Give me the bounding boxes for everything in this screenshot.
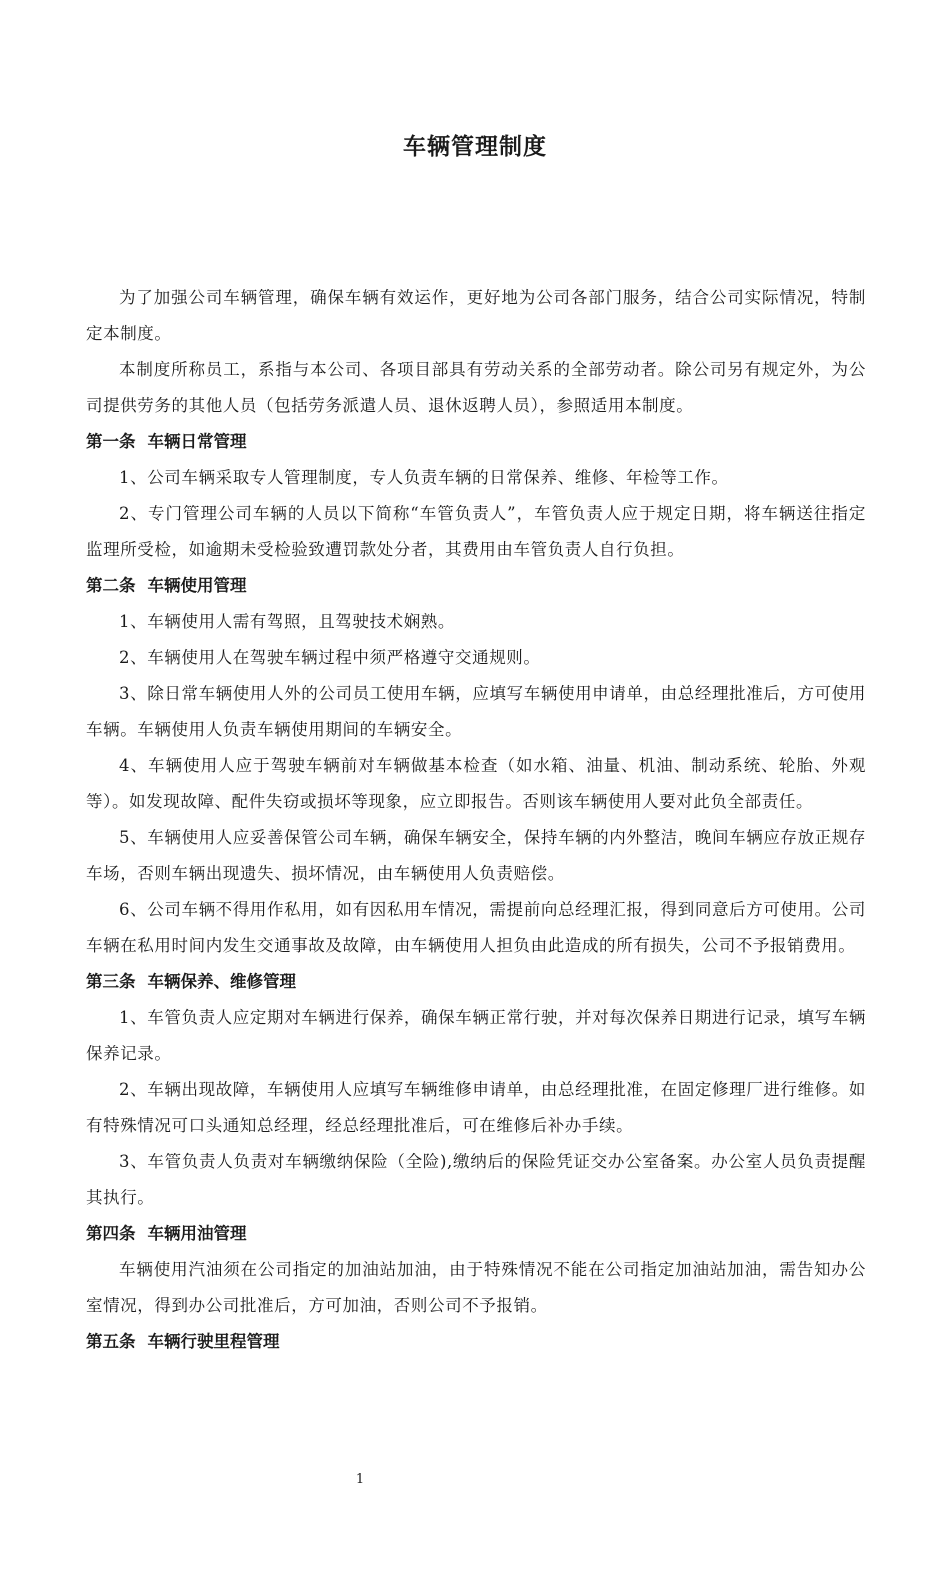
section-heading: [86, 424, 866, 460]
section-heading: [86, 568, 866, 604]
page-number: 1: [355, 1472, 365, 1487]
article-number: 第五条: [86, 1332, 136, 1351]
clause-paragraph: 5、车辆使用人应妥善保管公司车辆，确保车辆安全，保持车辆的内外整洁，晚间车辆应存放正规存车场，否则车辆出现遗失、损坏情况，由车辆使用人负责赔偿。: [86, 828, 866, 883]
article-title: 车辆使用管理: [147, 576, 247, 595]
article-number: 第一条: [86, 432, 136, 451]
clause-paragraph: 1、车辆使用人需有驾照，且驾驶技术娴熟。: [119, 612, 455, 631]
article-number: 第三条: [86, 972, 136, 991]
article-title: 车辆日常管理: [147, 432, 247, 451]
section-heading: [86, 964, 866, 1000]
clause-paragraph: 车辆使用汽油须在公司指定的加油站加油，由于特殊情况不能在公司指定加油站加油，需告知办公室情况，得到办公司批准后，方可加油，否则公司不予报销。: [86, 1260, 866, 1315]
section-1: [86, 424, 866, 568]
section-heading: [86, 1216, 866, 1252]
clause-paragraph: 4、车辆使用人应于驾驶车辆前对车辆做基本检查（如水箱、油量、机油、制动系统、轮胎、外观等）。如发现故障、配件失窃或损坏等现象，应立即报告。否则该车辆使用人要对此负全部责任。: [86, 756, 866, 811]
section-heading: [86, 1324, 866, 1360]
article-title: 车辆保养、维修管理: [147, 972, 296, 991]
article-number: 第二条: [86, 576, 136, 595]
section-5: [86, 1324, 866, 1360]
article-title: 车辆行驶里程管理: [147, 1332, 280, 1351]
clause-paragraph: 2、车辆出现故障，车辆使用人应填写车辆维修申请单，由总经理批准，在固定修理厂进行维修。如有特殊情况可口头通知总经理，经总经理批准后，可在维修后补办手续。: [86, 1080, 866, 1135]
clause-paragraph: 6、公司车辆不得用作私用，如有因私用车情况，需提前向总经理汇报，得到同意后方可使用。公司车辆在私用时间内发生交通事故及故障，由车辆使用人担负由此造成的所有损失，公司不予报销费用。: [86, 900, 866, 955]
clause-paragraph: 3、除日常车辆使用人外的公司员工使用车辆，应填写车辆使用申请单，由总经理批准后，方可使用车辆。车辆使用人负责车辆使用期间的车辆安全。: [86, 684, 866, 739]
clause-paragraph: 2、车辆使用人在驾驶车辆过程中须严格遵守交通规则。: [119, 648, 541, 667]
clause-paragraph: 2、专门管理公司车辆的人员以下简称“车管负责人”，车管负责人应于规定日期，将车辆送往指定监理所受检，如逾期未受检验致遭罚款处分者，其费用由车管负责人自行负担。: [86, 504, 866, 559]
clause-paragraph: 1、公司车辆采取专人管理制度，专人负责车辆的日常保养、维修、年检等工作。: [119, 468, 729, 487]
intro-paragraph: 为了加强公司车辆管理，确保车辆有效运作，更好地为公司各部门服务，结合公司实际情况，特制定本制度。: [86, 288, 866, 343]
article-title: 车辆用油管理: [147, 1224, 247, 1243]
intro-paragraph: 本制度所称员工，系指与本公司、各项目部具有劳动关系的全部劳动者。除公司另有规定外，为公司提供劳务的其他人员（包括劳务派遣人员、退休返聘人员），参照适用本制度。: [86, 360, 866, 415]
clause-paragraph: 1、车管负责人应定期对车辆进行保养，确保车辆正常行驶，并对每次保养日期进行记录，填写车辆保养记录。: [86, 1008, 866, 1063]
document-body: [86, 280, 866, 1360]
clause-paragraph: 3、车管负责人负责对车辆缴纳保险（全险),缴纳后的保险凭证交办公室备案。办公室人员负责提醒其执行。: [86, 1152, 866, 1207]
section-2: [86, 568, 866, 964]
section-4: [86, 1216, 866, 1324]
section-3: [86, 964, 866, 1216]
article-number: 第四条: [86, 1224, 136, 1243]
document-title: 车辆管理制度: [403, 134, 547, 160]
